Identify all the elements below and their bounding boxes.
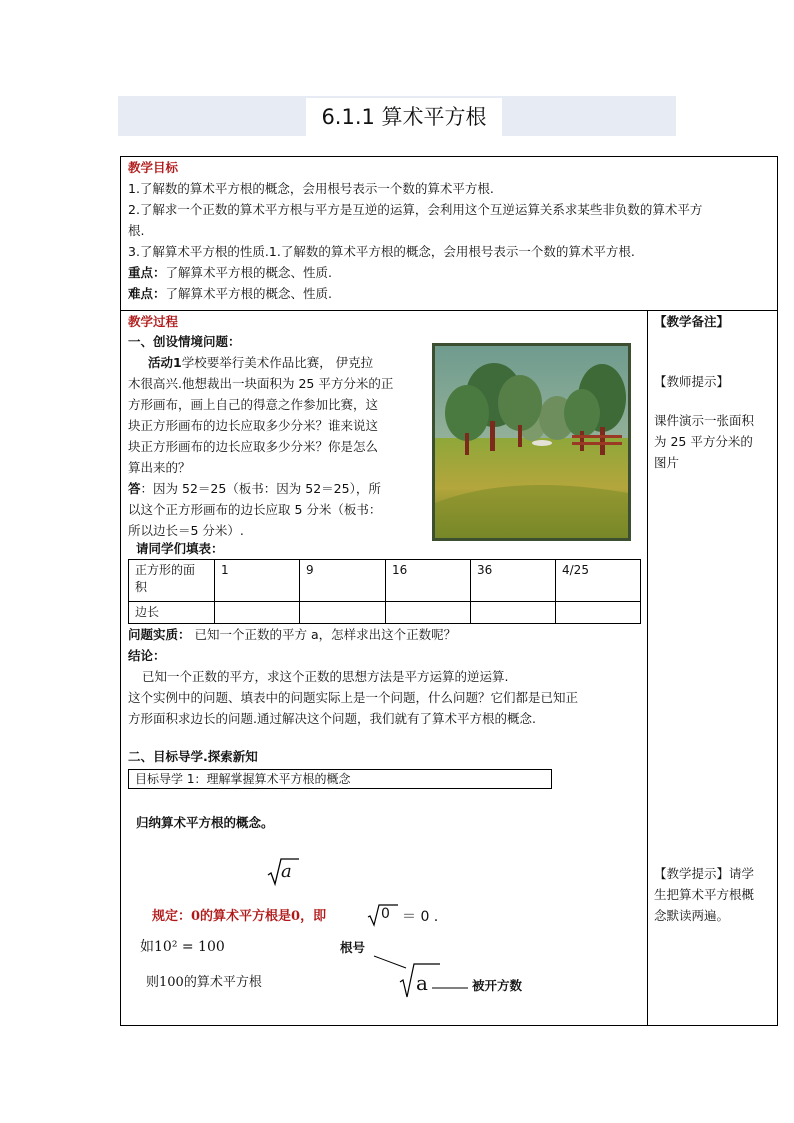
fill-table-prompt: 请同学们填表：	[136, 541, 224, 556]
root-sign-label: 根号	[340, 940, 366, 955]
landscape-painting-image	[432, 343, 631, 541]
process-heading: 教学过程	[128, 314, 179, 329]
table-header-cell-side: 边长	[129, 602, 215, 624]
answer-label: 答	[128, 481, 141, 496]
activity-line-5: 块正方形画布的边长应取多少分米？你是怎么	[128, 439, 379, 454]
key-point	[128, 262, 332, 283]
table-right-border	[777, 156, 778, 1026]
table-bottom-border	[120, 1025, 778, 1026]
teaching-tip-line-3: 念默读两遍。	[654, 908, 730, 923]
teaching-tip-line-1: 【教学提示】请学	[654, 866, 755, 881]
example-line-1: 如10² = 100	[140, 939, 225, 955]
activity-line-3: 方形画布，画上自己的得意之作参加比赛，这	[128, 397, 379, 412]
table-cell-empty	[471, 602, 556, 624]
problem-essence-label: 问题实质：	[128, 627, 191, 642]
area-side-table	[128, 559, 641, 624]
area-label-a: 正方形的面	[135, 563, 196, 577]
table-cell-empty	[386, 602, 471, 624]
rule-text: 规定：0的算术平方根是0，即	[152, 909, 327, 924]
conclusion-line-2: 这个实例中的问题、填表中的问题实际上是一个问题，什么问题？它们都是已知正	[128, 690, 579, 705]
diagram-radicand: a	[416, 971, 428, 995]
answer-line-2: 以这个正方形画布的边长应取 5 分米（板书：	[128, 502, 382, 517]
notes-heading: 【教学备注】	[654, 314, 730, 329]
objective-3: 3.了解算术平方根的性质.1.了解数的算术平方根的概念，会用根号表示一个数的算术平方根.	[128, 244, 635, 259]
answer-text-1: ：因为 52＝25（板书：因为 52＝25），所	[140, 481, 381, 496]
activity-line-1	[148, 352, 373, 373]
teacher-tip-line-1: 课件演示一张面积	[654, 413, 755, 428]
difficult-point-label: 难点：	[128, 286, 166, 301]
objectives-heading: 教学目标	[128, 160, 179, 175]
table-cell-empty	[215, 602, 300, 624]
objective-2-cont: 根.	[128, 223, 145, 238]
table-cell: 4/25	[556, 560, 641, 602]
page-title: 6.1.1 算术平方根	[321, 105, 487, 129]
objective-1: 1.了解数的算术平方根的概念，会用根号表示一个数的算术平方根.	[128, 181, 494, 196]
table-header-cell-area	[129, 560, 215, 602]
example-line-2: 则100的算术平方根	[146, 975, 262, 990]
conclusion-label: 结论：	[128, 648, 166, 663]
answer-line-3: 所以边长＝5 分米）.	[128, 523, 244, 538]
table-cell: 1	[215, 560, 300, 602]
goal-box: 目标导学 1：理解掌握算术平方根的概念	[128, 769, 552, 789]
activity-label: 活动1	[148, 355, 182, 370]
table-left-border	[120, 156, 121, 1026]
problem-essence	[128, 624, 456, 645]
difficult-point-text: 了解算术平方根的概念、性质.	[165, 286, 332, 301]
teaching-tip-line-2: 生把算术平方根概	[654, 887, 755, 902]
table-top-border	[120, 156, 778, 157]
teacher-tip-line-2: 为 25 平方分米的	[654, 434, 753, 449]
difficult-point	[128, 283, 332, 304]
conclusion-line-1: 已知一个正数的平方，求这个正数的思想方法是平方运算的逆运算.	[142, 669, 509, 684]
activity-line-4: 块正方形画布的边长应取多少分米？谁来说这	[128, 418, 379, 433]
table-row	[129, 560, 641, 602]
key-point-text: 了解算术平方根的概念、性质.	[165, 265, 332, 280]
conclusion-line-3: 方形面积求边长的问题.通过解决这个问题，我们就有了算术平方根的概念.	[128, 711, 536, 726]
problem-essence-text: 已知一个正数的平方 a，怎样求出这个正数呢？	[190, 627, 457, 642]
table-cell-empty	[300, 602, 386, 624]
key-point-label: 重点：	[128, 265, 166, 280]
area-label-b: 积	[135, 580, 148, 594]
activity-line-6: 算出来的？	[128, 460, 191, 475]
rule-radicand: 0	[381, 906, 390, 922]
activity-text-1: 学校要举行美术作品比赛， 伊克拉	[181, 355, 374, 370]
answer-line-1	[128, 478, 381, 499]
table-cell-empty	[556, 602, 641, 624]
objective-2: 2.了解求一个正数的算术平方根与平方是互逆的运算，会利用这个互逆运算关系求某些非负数的算术平方	[128, 202, 703, 217]
teacher-tip-heading: 【教师提示】	[654, 374, 730, 389]
section-2-heading: 二、目标导学.探索新知	[128, 749, 258, 764]
table-cell: 36	[471, 560, 556, 602]
sqrt-radicand: a	[281, 861, 292, 882]
activity-line-2: 木很高兴.他想裁出一块面积为 25 平方分米的正	[128, 376, 394, 391]
table-cell: 16	[386, 560, 471, 602]
radicand-label: 被开方数	[472, 978, 523, 993]
section-1-heading: 一、创设情境问题：	[128, 334, 241, 349]
notes-column-divider	[647, 310, 648, 1026]
table-row	[129, 602, 641, 624]
teacher-tip-line-3: 图片	[654, 455, 680, 470]
rule-result: ＝ 0 .	[402, 909, 439, 925]
table-cell: 9	[300, 560, 386, 602]
summary-heading: 归纳算术平方根的概念。	[136, 815, 274, 830]
